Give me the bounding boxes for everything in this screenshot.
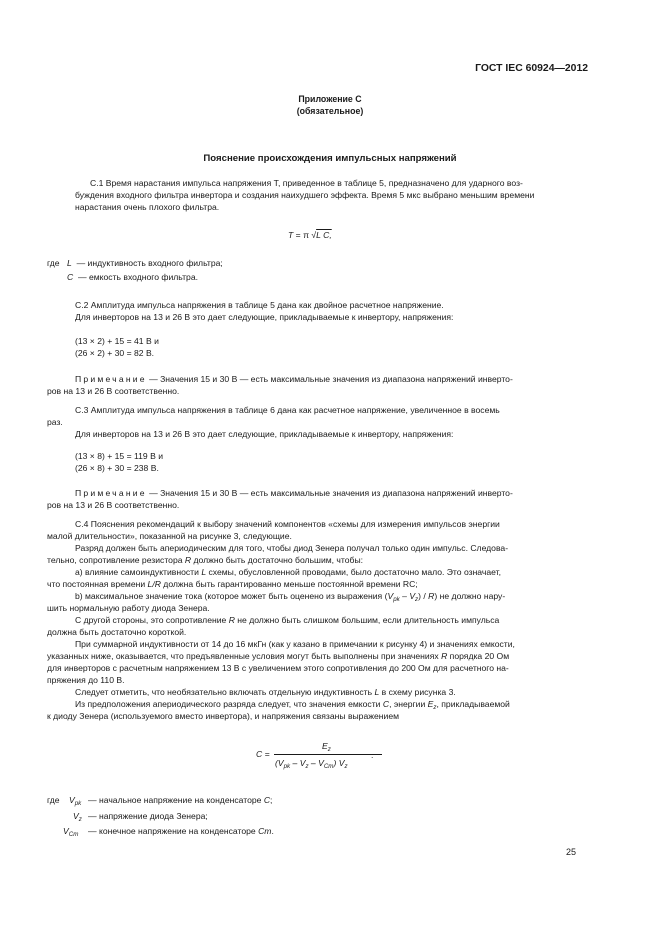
note1-line2: ров на 13 и 26 В соответственно. bbox=[47, 386, 180, 396]
formula2-num-sub: z bbox=[327, 746, 331, 753]
c4-line11: При суммарной индуктивности от 14 до 16 мкГн (как у казано в примечании к рисунку 4) и значениях емкости, bbox=[75, 639, 515, 649]
c3-expr2: (26 × 8) + 30 = 238 В. bbox=[75, 463, 159, 473]
c4-line16-v2: E bbox=[427, 699, 434, 709]
formula1-lhs: T bbox=[288, 230, 294, 240]
c4-line12-a: указанных ниже, оказывается, что предъявленные условия могут быть выполнены при значениях bbox=[47, 651, 442, 661]
where1-L-symbol: L bbox=[67, 258, 72, 268]
c4-line7-m: – bbox=[399, 591, 410, 601]
where2-vcm-text: — конечное напряжение на конденсаторе bbox=[88, 826, 259, 836]
c4-line9-var: R bbox=[228, 615, 235, 625]
c4-line7-v3: R bbox=[428, 591, 435, 601]
formula1-args: L C, bbox=[316, 230, 332, 240]
note1-label: Примечание bbox=[75, 374, 147, 384]
formula2-fraction-bar bbox=[274, 754, 382, 755]
formula2-denominator bbox=[275, 757, 348, 773]
c4-line16-m: , энергии bbox=[389, 699, 428, 709]
c4-line3: Разряд должен быть апериодическим для того, чтобы диод Зенера получал только один импульс. Следова- bbox=[75, 543, 509, 553]
where2-vpk-end: ; bbox=[270, 795, 273, 805]
formula2-den-s1: pk bbox=[283, 763, 291, 770]
c4-line9-a: С другой стороны, это сопротивление bbox=[75, 615, 229, 625]
where2-vz-sub: z bbox=[78, 816, 82, 823]
c4-line6-var: L/R bbox=[147, 579, 161, 589]
where2-vz-desc: — напряжение диода Зенера; bbox=[88, 811, 208, 821]
note2-label: Примечание bbox=[75, 488, 147, 498]
where1-L-text: — индуктивность входного фильтра; bbox=[76, 258, 223, 268]
c1-line1: С.1 Время нарастания импульса напряжения Т, приведенное в таблице 5, предназначено для ударного воз- bbox=[90, 178, 523, 188]
c2-expr2: (26 × 2) + 30 = 82 В. bbox=[75, 348, 155, 358]
c1-line3: нарастания очень плохого фильтра. bbox=[75, 202, 220, 212]
c4-line4-b: должно быть достаточно большим, чтобы: bbox=[191, 555, 364, 565]
c4-line15-a: Следует отметить, что необязательно включать отдельную индуктивность bbox=[75, 687, 375, 697]
c3-line3: Для инверторов на 13 и 26 В это дает следующие, прикладываемые к инвертору, напряжения: bbox=[75, 429, 454, 439]
formula2-lhs: C = bbox=[256, 749, 270, 759]
c4-line15 bbox=[75, 686, 456, 698]
where2-vpk-var: C bbox=[263, 795, 271, 805]
c1-line2: буждения входного фильтра инвертора и создания наихудшего эффекта. Время 5 мкс выбрано меньшим времени bbox=[75, 190, 535, 200]
formula2-den-s2: z bbox=[305, 763, 309, 770]
c4-line7-v2: V bbox=[409, 591, 416, 601]
where1-gde: где bbox=[47, 258, 60, 268]
note2-line2: ров на 13 и 26 В соответственно. bbox=[47, 500, 180, 510]
c4-line16-var: C bbox=[382, 699, 390, 709]
c4-line7-s1: pk bbox=[393, 596, 400, 603]
c4-line6-a: что постоянная времени bbox=[47, 579, 148, 589]
where2-vcm bbox=[63, 825, 78, 841]
c2-line1: С.2 Амплитуда импульса напряжения в таблице 5 дана как двойное расчетное напряжение. bbox=[75, 300, 444, 310]
page-number: 25 bbox=[566, 847, 577, 857]
where2-vcm-sub: Cm bbox=[68, 831, 79, 838]
where2-vpk-sub: pk bbox=[74, 800, 82, 807]
c4-line1: С.4 Пояснения рекомендаций к выбору значений компонентов «схемы для измерения импульсов энергии bbox=[75, 519, 500, 529]
c3-expr1: (13 × 8) + 15 = 119 В и bbox=[75, 451, 164, 461]
c4-line12-var: R bbox=[441, 651, 448, 661]
where1-L bbox=[67, 257, 223, 269]
formula2-den-m3: ) V bbox=[333, 758, 345, 768]
c4-line2: малой длительности», показанной на рисунке 3, следующие. bbox=[47, 531, 292, 541]
formula1-eq: = bbox=[295, 230, 301, 240]
c4-line15-b: в схему рисунка 3. bbox=[379, 687, 456, 697]
c3-line2: раз. bbox=[47, 417, 63, 427]
note1-text: — Значения 15 и 30 В — есть максимальные значения из диапазона напряжений инверто- bbox=[146, 374, 513, 384]
c4-line10: должна быть достаточно короткой. bbox=[47, 627, 187, 637]
c4-line7-a: b) максимальное значение тока (которое может быть оценено из выражения ( bbox=[75, 591, 388, 601]
c4-line17: к диоду Зенера (используемого вместо инвертора), и напряжения связаны выражением bbox=[47, 711, 400, 721]
c4-line15-var: L bbox=[374, 687, 380, 697]
document-code: ГОСТ IEC 60924—2012 bbox=[475, 63, 588, 74]
note1-line1 bbox=[75, 373, 513, 385]
where2-vcm-var: Cm bbox=[258, 826, 272, 836]
where2-vpk bbox=[69, 794, 81, 810]
c4-line7-c: ) / bbox=[418, 591, 429, 601]
formula-capacitance bbox=[250, 740, 440, 774]
c4-line4-var: R bbox=[184, 555, 192, 565]
note2-line1 bbox=[75, 487, 513, 499]
c4-line5-b: схемы, обусловленной проводами, было достаточно мало. Это означает, bbox=[206, 567, 502, 577]
c4-line16-b: , прикладываемой bbox=[436, 699, 510, 709]
formula1-pi: π bbox=[303, 230, 309, 240]
where2-vcm-sym: V bbox=[63, 826, 69, 836]
where2-vz bbox=[73, 810, 82, 826]
c4-line6-b: должна быть гарантированно меньше постоянной времени RC; bbox=[160, 579, 418, 589]
c2-expr1: (13 × 2) + 15 = 41 В и bbox=[75, 336, 159, 346]
c4-line9 bbox=[75, 614, 499, 626]
c2-line2: Для инверторов на 13 и 26 В это дает следующие, прикладываемые к инвертору, напряжения: bbox=[75, 312, 454, 322]
where1-C bbox=[67, 271, 198, 283]
appendix-title: Приложение С bbox=[298, 94, 362, 104]
c4-line5-var: L bbox=[201, 567, 207, 577]
formula1-sqrt: √ bbox=[311, 230, 317, 240]
appendix-status: (обязательное) bbox=[296, 106, 364, 116]
formula2-den-m1: – V bbox=[290, 758, 306, 768]
where2-vcm-end: . bbox=[271, 826, 274, 836]
where1-C-text: — емкость входного фильтра. bbox=[78, 272, 198, 282]
section-title: Пояснение происхождения импульсных напряжений bbox=[203, 153, 457, 164]
formula2-den-s3: Cm bbox=[323, 763, 334, 770]
c4-line16-a: Из предположения апериодического разряда следует, что значения емкости bbox=[75, 699, 383, 709]
where2-vz-sym: V bbox=[73, 811, 79, 821]
where2-vcm-desc bbox=[88, 825, 274, 837]
formula-rise-time bbox=[288, 229, 332, 241]
c4-line8: шить нормальную работу диода Зенера. bbox=[47, 603, 210, 613]
formula2-den-m2: – V bbox=[308, 758, 324, 768]
c4-line14: пряжения до 110 В. bbox=[47, 675, 125, 685]
c4-line4 bbox=[47, 554, 363, 566]
c4-line7-s2: z bbox=[415, 596, 419, 603]
c4-line5 bbox=[75, 566, 501, 578]
formula2-num-var: E bbox=[322, 741, 328, 751]
where2-gde: где bbox=[47, 795, 60, 805]
where2-vpk-desc bbox=[88, 794, 272, 806]
c4-line13: для инверторов с расчетным напряжением 13 В с увеличением этого сопротивления до 200 Ом для расчетного на- bbox=[47, 663, 509, 673]
c4-line7-v1: V bbox=[387, 591, 394, 601]
c4-line4-a: тельно, сопротивление резистора bbox=[47, 555, 185, 565]
formula2-dot: . bbox=[371, 750, 374, 760]
note2-text: — Значения 15 и 30 В — есть максимальные значения из диапазона напряжений инверто- bbox=[146, 488, 513, 498]
c4-line12-b: порядка 20 Ом bbox=[447, 651, 510, 661]
c4-line7-b: ) не должно нару- bbox=[434, 591, 506, 601]
c4-line6 bbox=[47, 578, 418, 590]
c4-line16-s2: z bbox=[433, 704, 437, 711]
where2-vpk-sym: V bbox=[69, 795, 75, 805]
c4-line12 bbox=[47, 650, 509, 662]
c3-line1: С.3 Амплитуда импульса напряжения в таблице 6 дана как расчетное напряжение, увеличенное в восемь bbox=[75, 405, 500, 415]
formula2-den-a: (V bbox=[275, 758, 284, 768]
where1-C-symbol: C bbox=[67, 272, 74, 282]
c4-line5-a: а) влияние самоиндуктивности bbox=[75, 567, 202, 577]
formula2-den-s4: z bbox=[344, 763, 348, 770]
where2-vpk-text: — начальное напряжение на конденсаторе bbox=[88, 795, 264, 805]
c4-line9-b: не должно быть слишком большим, если длительность импульса bbox=[234, 615, 500, 625]
